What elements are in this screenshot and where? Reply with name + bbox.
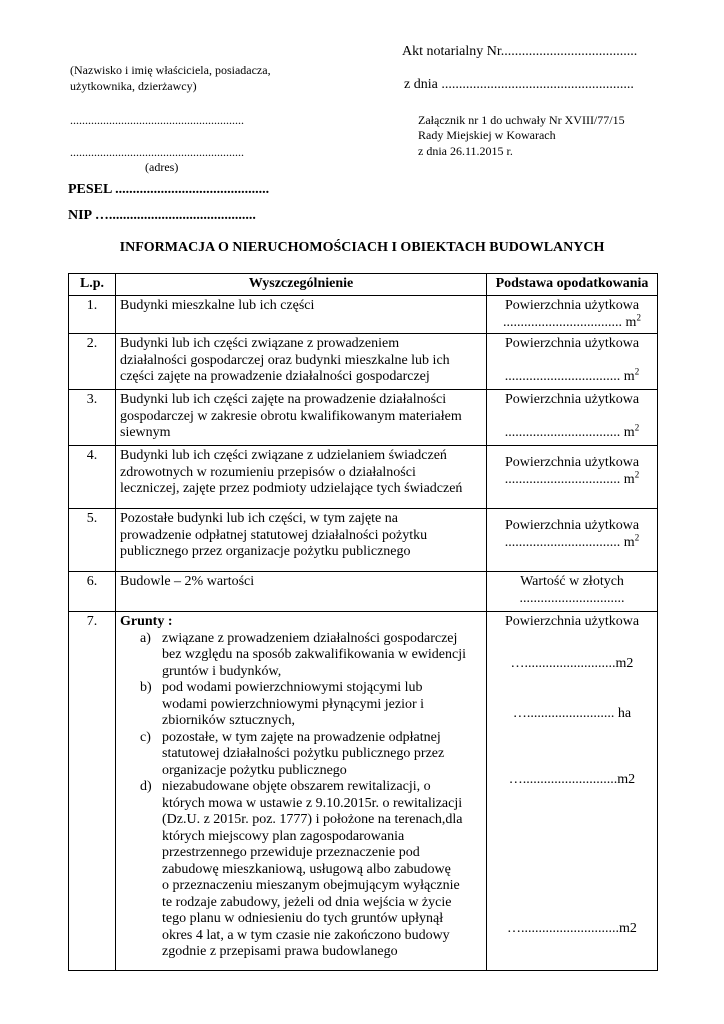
row-number: 2. — [69, 334, 116, 390]
item-line: statutowej działalności pożytku publicznego przez — [162, 746, 445, 761]
item-line: pozostałe, w tym zajęte na prowadzenie odpłatnej — [162, 729, 441, 745]
description-line: Budynki lub ich części związane z prowadzeniem — [120, 336, 400, 351]
description-line: leczniczej, zajęte przez podmioty udzielające tych świadczeń — [120, 481, 463, 496]
item-line: organizacje pożytku publicznego — [162, 762, 347, 778]
description-line: Budynki lub ich części związane z udzielaniem świadczeń — [120, 448, 447, 463]
description-line: prowadzenie odpłatnej statutowej działalności pożytku — [120, 527, 428, 543]
item-line: tego planu w odniesieniu do tych gruntów upłynął — [162, 911, 444, 926]
item-line: te rodzaje zabudowy, jeżeli od dnia wejścia w życie — [162, 894, 452, 910]
basis-unit: m — [623, 471, 635, 487]
list-item — [140, 630, 482, 681]
basis-label: Powierzchnia użytkowa — [504, 455, 640, 470]
item-line: związane z prowadzeniem działalności gospodarczej — [162, 630, 458, 646]
table-row — [69, 509, 658, 572]
row-description — [116, 390, 487, 446]
description-line: Budowle – 2% wartości — [120, 574, 255, 589]
table-header-row — [69, 274, 658, 296]
owner-label-line2: użytkownika, dzierżawcy) — [70, 79, 197, 93]
row-number: 4. — [69, 446, 116, 509]
row-tax-basis — [487, 509, 658, 572]
description-line: Budynki mieszkalne lub ich części — [120, 298, 315, 313]
grunty-list — [120, 631, 482, 961]
description-line: siewnym — [120, 425, 171, 440]
item-line: o przeznaczeniu mieszanym obejmującym wyłącznie — [162, 878, 460, 893]
owner-label-line1: (Nazwisko i imię właściciela, posiadacza, — [70, 63, 271, 77]
item-line: wodami powierzchniowymi płynącymi jezior i — [162, 696, 425, 712]
table-row — [69, 334, 658, 390]
row-tax-basis — [487, 334, 658, 390]
pesel-field: PESEL ............................................ — [68, 182, 270, 197]
item-line: gruntów i budynków, — [162, 663, 282, 679]
basis-label: Powierzchnia użytkowa — [504, 614, 640, 629]
basis-value-a: …..........................m2 — [510, 656, 634, 671]
item-line: (Dz.U. z 2015r. poz. 1777) i położone na terenach,dla — [162, 812, 463, 827]
item-line: zabudowę mieszkaniową, usługową albo zabudowę — [162, 861, 451, 877]
basis-label: Powierzchnia użytkowa — [504, 392, 640, 407]
description-line: gospodarczej w zakresie obrotu kwalifikowanym materiałem — [120, 408, 462, 424]
row-tax-basis — [487, 446, 658, 509]
item-label: c) — [140, 729, 151, 745]
header-tax-basis: Podstawa opodatkowania — [487, 274, 658, 296]
row-tax-basis — [487, 612, 658, 971]
row-tax-basis — [487, 296, 658, 334]
row-number: 1. — [69, 296, 116, 334]
basis-value: .............................. — [519, 590, 625, 606]
row-description — [116, 572, 487, 612]
basis-value-b: …......................... ha — [512, 706, 632, 721]
row-number: 3. — [69, 390, 116, 446]
header-lp: L.p. — [69, 274, 116, 296]
item-line: zbiorników sztucznych, — [162, 713, 295, 728]
attachment-line3: z dnia 26.11.2015 r. — [418, 144, 513, 158]
description-line: Budynki lub ich części zajęte na prowadzenie działalności — [120, 392, 447, 407]
table-row — [69, 296, 658, 334]
description-line: działalności gospodarczej oraz budynki mieszkalne lub ich — [120, 352, 450, 368]
nip-field: NIP ….......................................... — [68, 208, 256, 223]
description-line: zdrowotnych w rozumieniu przepisów o działalności — [120, 464, 416, 480]
item-line: których mowa w ustawie z 9.10.2015r. o rewitalizacji — [162, 795, 463, 811]
description-line: części zajęte na prowadzenie działalności gospodarczej — [120, 369, 430, 384]
basis-label: Powierzchnia użytkowa — [504, 336, 640, 351]
description-line: publicznego przez organizacje pożytku publicznego — [120, 544, 411, 559]
row-description — [116, 612, 487, 971]
basis-label: Powierzchnia użytkowa — [504, 298, 640, 313]
z-dnia: z dnia ....................................................... — [404, 77, 634, 92]
basis-value-c: …...........................m2 — [508, 772, 636, 787]
row-tax-basis — [487, 390, 658, 446]
basis-label: Powierzchnia użytkowa — [504, 518, 640, 533]
basis-unit: m — [623, 534, 635, 550]
basis-value: ................................. — [504, 425, 621, 440]
row-number: 7. — [69, 612, 116, 971]
unit-superscript: 2 — [634, 468, 640, 479]
row-number: 6. — [69, 572, 116, 612]
basis-value: ................................. — [504, 369, 621, 384]
document-title: INFORMACJA O NIERUCHOMOŚCIACH I OBIEKTACH BUDOWLANYCH — [119, 240, 605, 255]
item-label: a) — [140, 630, 151, 646]
item-label: d) — [140, 779, 152, 794]
row-description — [116, 296, 487, 334]
item-line: których miejscowy plan zagospodarowania — [162, 828, 405, 844]
basis-value: ................................. — [504, 534, 621, 550]
list-item — [140, 729, 482, 780]
basis-unit: m — [625, 314, 637, 330]
row-number: 5. — [69, 509, 116, 572]
basis-label: Wartość w złotych — [520, 574, 624, 589]
grunty-title: Grunty : — [120, 614, 173, 629]
table-row — [69, 572, 658, 612]
header-description: Wyszczególnienie — [116, 274, 487, 296]
row-description — [116, 334, 487, 390]
item-line: przestrzennego przewiduje przeznaczenie pod — [162, 845, 420, 860]
basis-value: .................................. — [503, 314, 623, 330]
basis-unit: m — [623, 425, 635, 440]
row-tax-basis — [487, 572, 658, 612]
list-item — [140, 779, 482, 961]
item-label: b) — [140, 680, 152, 695]
akt-notarialny: Akt notarialny Nr....................................... — [402, 44, 638, 59]
address-label: (adres) — [145, 160, 179, 174]
table-row — [69, 446, 658, 509]
table-row — [69, 390, 658, 446]
basis-value: ................................. — [504, 471, 621, 487]
item-line: bez względu na sposób zakwalifikowania w ewidencji — [162, 647, 467, 662]
property-table — [68, 273, 658, 971]
item-line: pod wodami powierzchniowymi stojącymi lub — [162, 680, 423, 695]
list-item — [140, 680, 482, 730]
unit-superscript: 2 — [636, 311, 641, 322]
item-line: zgodnie z przepisami prawa budowlanego — [162, 944, 398, 959]
unit-superscript: 2 — [634, 531, 640, 542]
unit-superscript: 2 — [634, 422, 640, 433]
item-line: niezabudowane objęte obszarem rewitalizacji, o — [162, 779, 431, 794]
basis-unit: m — [623, 369, 635, 384]
attachment-line1: Załącznik nr 1 do uchwały Nr XVIII/77/15 — [418, 113, 625, 127]
description-line: Pozostałe budynki lub ich części, w tym zajęte na — [120, 511, 398, 526]
unit-superscript: 2 — [634, 366, 640, 377]
attachment-line2: Rady Miejskiej w Kowarach — [418, 128, 556, 142]
row-description — [116, 509, 487, 572]
item-line: okres 4 lat, a w tym czasie nie zakończono budowy — [162, 927, 450, 943]
address-dots-line: .......................................................... — [70, 145, 244, 159]
basis-value-d: …............................m2 — [507, 921, 637, 936]
table-row-grunty — [69, 612, 658, 971]
owner-dots-line: .......................................................... — [70, 113, 244, 127]
row-description — [116, 446, 487, 509]
